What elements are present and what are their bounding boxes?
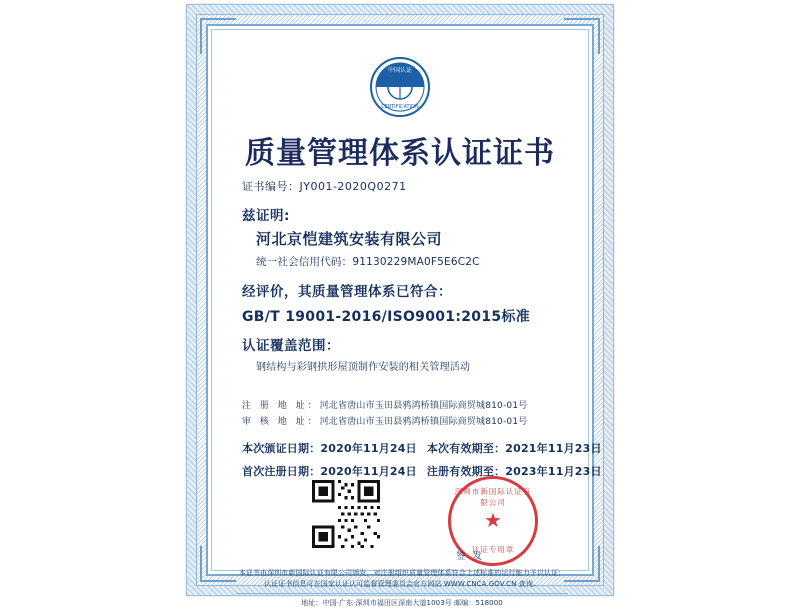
scope-label: 认证覆盖范围：	[242, 338, 340, 354]
audit-address-row	[242, 414, 564, 427]
certificate-number-value: JY001-2020Q0271	[299, 180, 407, 193]
certificate-paper	[186, 4, 614, 607]
footnote-line-2: 认证证书信息可在国家认证认可监督管理委员会官方网站 WWW.CNCA.GOV.CN 查询。	[263, 579, 541, 588]
audit-address-label: 审 核 地 址：	[242, 417, 320, 427]
issue-date-label: 本次颁证日期：	[242, 442, 321, 455]
seal-bottom-text: 认证专用章	[471, 545, 515, 554]
certificate-number	[242, 178, 407, 194]
credit-code	[242, 254, 564, 269]
footnote-divider	[236, 593, 568, 594]
hereby-block	[242, 204, 564, 224]
credit-code-block	[242, 254, 564, 269]
registered-address-value: 河北省唐山市玉田县鸦鸿桥镇国际商贸城810-01号	[319, 401, 528, 411]
valid-until-label: 注册有效期至：	[426, 465, 506, 478]
footnote-line-1: 本证书由深圳市新国际认证有限公司颁发，对注册组织质量管理体系符合上述标准的运行能力予以认证；	[238, 569, 566, 577]
credit-code-value: 91130229MA0F5E6C2C	[352, 256, 480, 268]
valid-until	[417, 463, 602, 479]
registered-address-row	[242, 398, 564, 411]
valid-from-label: 本次有效期至：	[426, 442, 506, 455]
footnote-line-3: 地址：中国·广东·深圳市福田区深南大道1003号 邮编：518000	[301, 598, 503, 607]
dates-section	[242, 440, 602, 479]
standard-block	[242, 306, 564, 326]
issue-date	[242, 440, 417, 456]
hereby-label: 兹证明:	[242, 208, 290, 224]
page-title: 质量管理体系认证证书	[245, 136, 555, 171]
evaluation-label: 经评价，其质量管理体系已符合：	[242, 284, 452, 300]
scope-value: 钢结构与彩钢拱形屋顶制作安装的相关管理活动	[256, 362, 471, 373]
date-row-registration	[242, 463, 602, 479]
valid-from	[417, 440, 602, 456]
issue-date-value: 2020年11月24日	[320, 442, 417, 455]
certificate-content	[220, 36, 602, 607]
valid-until-value: 2023年11月23日	[505, 465, 602, 478]
company-name: 河北京恺建筑安装有限公司	[256, 230, 443, 248]
cnca-emblem-icon	[369, 56, 431, 118]
first-reg-label: 首次注册日期：	[242, 465, 321, 478]
standard-value: GB/T 19001-2016/ISO9001:2015标准	[242, 309, 531, 325]
date-row-issue	[242, 440, 602, 456]
audit-address-value: 河北省唐山市玉田县鸦鸿桥镇国际商贸城810-01号	[319, 417, 528, 427]
company-block	[242, 228, 564, 249]
signature-label: 签 发	[456, 551, 485, 562]
svg-text:CERTIFICATION: CERTIFICATION	[381, 104, 419, 110]
scope-label-block	[242, 334, 564, 354]
seal-top-text: 深圳市新国际认证有限公司	[454, 487, 532, 507]
svg-text:中国认证: 中国认证	[387, 67, 413, 74]
qr-code[interactable]	[312, 480, 380, 548]
credit-code-label: 统一社会信用代码：	[256, 256, 353, 268]
valid-from-value: 2021年11月23日	[505, 442, 602, 455]
registered-address-label: 注 册 地 址：	[242, 401, 320, 411]
certificate-number-label: 证书编号：	[242, 180, 300, 193]
evaluation-block	[242, 280, 564, 300]
seal-star-icon: ★	[484, 510, 502, 532]
first-reg-value: 2020年11月24日	[320, 465, 417, 478]
first-registration	[242, 463, 417, 479]
scope-value-block	[242, 358, 564, 373]
footnotes-section	[230, 568, 574, 609]
